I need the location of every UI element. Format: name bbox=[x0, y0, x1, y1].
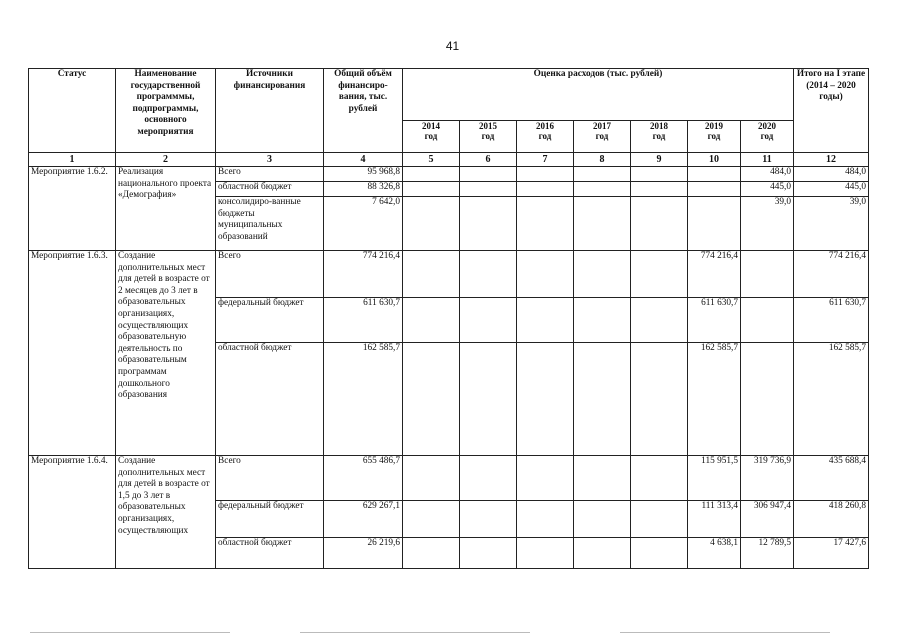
col-number: 8 bbox=[574, 153, 631, 167]
header-stage-total: Итого на I этапе (2014 – 2020 годы) bbox=[794, 69, 869, 153]
amount-2019: 115 951,5 bbox=[688, 456, 741, 501]
amount-2019: 4 638,1 bbox=[688, 538, 741, 569]
stage-total: 162 585,7 bbox=[794, 343, 869, 456]
table-row bbox=[29, 167, 869, 182]
col-number: 11 bbox=[741, 153, 794, 167]
amount-2019 bbox=[688, 197, 741, 251]
total-volume: 95 968,8 bbox=[324, 167, 403, 182]
funding-source: консолидиро-ванные бюджеты муниципальных образований bbox=[216, 197, 324, 251]
amount-2020: 445,0 bbox=[741, 182, 794, 197]
funding-source: Всего bbox=[216, 456, 324, 501]
budget-table bbox=[28, 68, 869, 569]
header-expenses: Оценка расходов (тыс. рублей) bbox=[403, 69, 794, 121]
amount-2019: 774 216,4 bbox=[688, 251, 741, 298]
amount-2020: 306 947,4 bbox=[741, 501, 794, 538]
total-volume: 26 219,6 bbox=[324, 538, 403, 569]
total-volume: 162 585,7 bbox=[324, 343, 403, 456]
table-row bbox=[29, 251, 869, 298]
funding-source: федеральный бюджет bbox=[216, 501, 324, 538]
amount-2020 bbox=[741, 343, 794, 456]
amount-2019: 162 585,7 bbox=[688, 343, 741, 456]
total-volume: 629 267,1 bbox=[324, 501, 403, 538]
year-2018: 2018 год bbox=[631, 121, 688, 153]
activity-name: Создание дополнительных мест для детей в возрасте от 2 месяцев до 3 лет в образовательных организациях, осуществляющих образовательную деятельность по образовательным программам дошкольного образования bbox=[116, 251, 216, 456]
activity-status: Мероприятие 1.6.3. bbox=[29, 251, 116, 456]
amount-2020: 484,0 bbox=[741, 167, 794, 182]
total-volume: 774 216,4 bbox=[324, 251, 403, 298]
year-2014: 2014 год bbox=[403, 121, 460, 153]
stage-total: 445,0 bbox=[794, 182, 869, 197]
col-number: 3 bbox=[216, 153, 324, 167]
activity-name: Реализация национального проекта «Демография» bbox=[116, 167, 216, 251]
amount-2019: 111 313,4 bbox=[688, 501, 741, 538]
header-row bbox=[29, 69, 869, 121]
col-number: 4 bbox=[324, 153, 403, 167]
total-volume: 611 630,7 bbox=[324, 298, 403, 343]
activity-status: Мероприятие 1.6.2. bbox=[29, 167, 116, 251]
year-2016: 2016 год bbox=[517, 121, 574, 153]
col-number: 5 bbox=[403, 153, 460, 167]
col-number: 10 bbox=[688, 153, 741, 167]
amount-2020 bbox=[741, 298, 794, 343]
funding-source: областной бюджет bbox=[216, 182, 324, 197]
activity-status: Мероприятие 1.6.4. bbox=[29, 456, 116, 569]
scan-artifact-line bbox=[30, 632, 230, 633]
stage-total: 39,0 bbox=[794, 197, 869, 251]
page-number: 41 bbox=[445, 39, 460, 53]
amount-2019 bbox=[688, 182, 741, 197]
col-number: 7 bbox=[517, 153, 574, 167]
header-total-volume: Общий объём финансиро-вания, тыс. рублей bbox=[324, 69, 403, 153]
year-2020: 2020 год bbox=[741, 121, 794, 153]
col-number: 6 bbox=[460, 153, 517, 167]
stage-total: 611 630,7 bbox=[794, 298, 869, 343]
funding-source: Всего bbox=[216, 167, 324, 182]
col-number: 2 bbox=[116, 153, 216, 167]
header-sources: Источники финансирования bbox=[216, 69, 324, 153]
header-status: Статус bbox=[29, 69, 116, 153]
total-volume: 655 486,7 bbox=[324, 456, 403, 501]
column-numbers-row bbox=[29, 153, 869, 167]
amount-2019 bbox=[688, 167, 741, 182]
amount-2020: 319 736,9 bbox=[741, 456, 794, 501]
col-number: 1 bbox=[29, 153, 116, 167]
year-2015: 2015 год bbox=[460, 121, 517, 153]
funding-source: областной бюджет bbox=[216, 538, 324, 569]
funding-source: Всего bbox=[216, 251, 324, 298]
year-2019: 2019 год bbox=[688, 121, 741, 153]
funding-source: федеральный бюджет bbox=[216, 298, 324, 343]
col-number: 12 bbox=[794, 153, 869, 167]
activity-name: Создание дополнительных мест для детей в возрасте от 1,5 до 3 лет в образовательных организациях, осуществляющих bbox=[116, 456, 216, 569]
scan-artifact-line bbox=[620, 632, 830, 633]
scan-artifact-line bbox=[300, 632, 530, 633]
stage-total: 484,0 bbox=[794, 167, 869, 182]
funding-source: областной бюджет bbox=[216, 343, 324, 456]
col-number: 9 bbox=[631, 153, 688, 167]
amount-2020 bbox=[741, 251, 794, 298]
table-row bbox=[29, 456, 869, 501]
year-2017: 2017 год bbox=[574, 121, 631, 153]
amount-2020: 12 789,5 bbox=[741, 538, 794, 569]
total-volume: 88 326,8 bbox=[324, 182, 403, 197]
stage-total: 774 216,4 bbox=[794, 251, 869, 298]
stage-total: 17 427,6 bbox=[794, 538, 869, 569]
stage-total: 418 260,8 bbox=[794, 501, 869, 538]
amount-2019: 611 630,7 bbox=[688, 298, 741, 343]
total-volume: 7 642,0 bbox=[324, 197, 403, 251]
stage-total: 435 688,4 bbox=[794, 456, 869, 501]
amount-2020: 39,0 bbox=[741, 197, 794, 251]
header-name: Наименование государственной программмы, подпрограммы, основного мероприятия bbox=[116, 69, 216, 153]
